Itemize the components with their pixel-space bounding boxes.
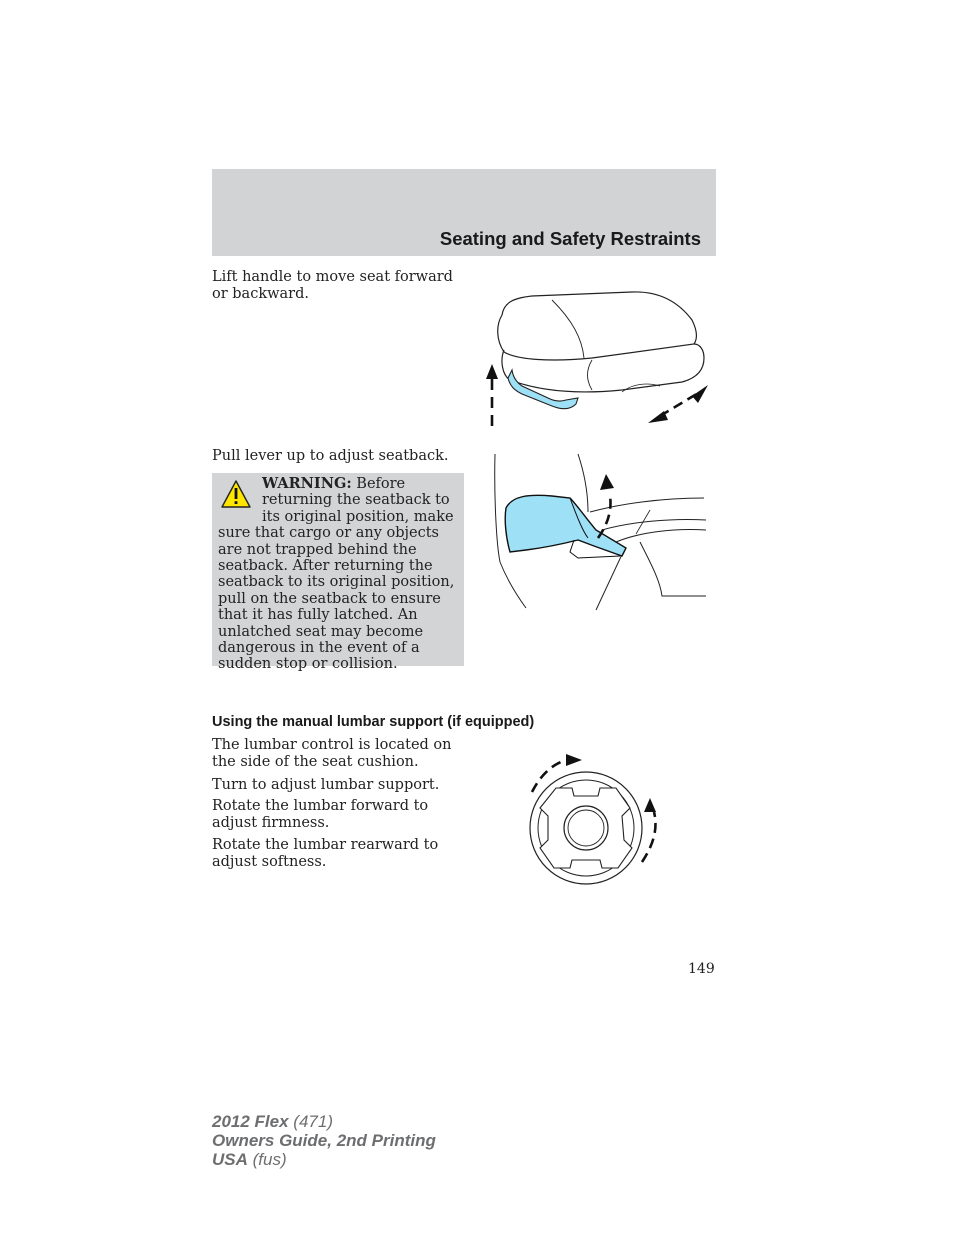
seatback-text: Pull lever up to adjust seatback. [212,448,449,464]
lumbar-knob [530,772,642,884]
lumbar-forward-text: Rotate the lumbar forward to adjust firmness. [212,798,429,831]
seatback-lever-figure [490,452,716,614]
footer-region: USA [212,1150,248,1169]
lumbar-heading: Using the manual lumbar support (if equipped) [212,714,535,730]
warning-text: Before returning the seatback to its original position, make sure that cargo or any objects are not trapped behind the seatback. After returning the seatback to its original position, pull on the seatback to ensure that it has fully latched. An unlatched seat may become dangerous in the event of a sudden stop or collision. [218,476,455,673]
footer-region-code: (fus) [252,1150,287,1169]
footer-model-code: (471) [293,1112,333,1131]
footer [212,1112,436,1169]
warning-paragraph [218,476,462,673]
lumbar-location-text: The lumbar control is located on the side of the seat cushion. [212,737,452,770]
warning-box [212,473,464,673]
footer-guide: Owners Guide, 2nd Printing [212,1131,436,1150]
section-header [212,169,716,256]
footer-model-line [212,1112,436,1131]
lumbar-turn-text: Turn to adjust lumbar support. [212,777,440,793]
warning-label: WARNING: [262,475,352,492]
seatback-lever [505,495,626,558]
seat-adjust-text: Lift handle to move seat forward or backward. [212,269,453,302]
seat-handle [508,370,578,409]
footer-region-line [212,1150,436,1169]
forward-backward-arrow-icon [648,385,708,423]
page-number: 149 [688,961,715,977]
rotate-rearward-arrow-icon [642,798,656,862]
lumbar-knob-figure [498,752,668,886]
lumbar-rearward-text: Rotate the lumbar rearward to adjust softness. [212,837,439,870]
section-title: Seating and Safety Restraints [439,228,701,249]
footer-model: 2012 Flex [212,1112,289,1131]
lift-arrow-icon [486,364,498,426]
seat-handle-figure [482,280,716,430]
